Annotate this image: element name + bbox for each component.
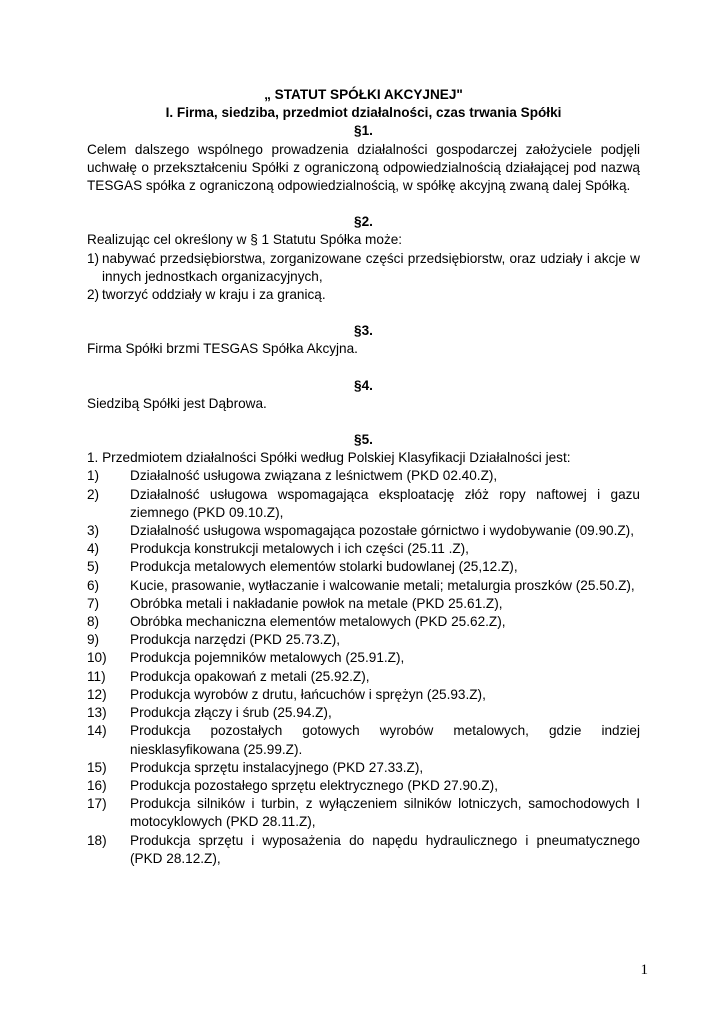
list-item	[87, 631, 640, 649]
list-item-number: 8)	[87, 614, 100, 630]
list-item	[87, 250, 640, 286]
spacer	[87, 413, 640, 431]
list-item-number: 13)	[87, 705, 107, 721]
list-item-number: 3)	[87, 523, 100, 539]
list-item	[87, 795, 640, 831]
list-item-number: 4)	[87, 541, 100, 557]
list-item-number: 5)	[87, 559, 100, 575]
list-item	[87, 759, 640, 777]
list-item-number: 11)	[87, 668, 106, 684]
list-item-number: 2)	[87, 486, 100, 502]
section-3-heading: §3.	[354, 323, 373, 339]
list-item-number: 17)	[87, 796, 107, 812]
list-item	[87, 286, 640, 304]
spacer	[87, 195, 640, 213]
list-item-text: Działalność usługowa wspomagająca eksploatację złóż ropy naftowej i gazu ziemnego (PKD 09.10.Z),	[130, 486, 640, 520]
list-item-number: 14)	[87, 723, 107, 739]
spacer	[87, 359, 640, 377]
document-body	[87, 86, 640, 868]
list-item-number: 10)	[87, 650, 107, 666]
list-item-text: Działalność usługowa związana z leśnictwem (PKD 02.40.Z),	[130, 468, 498, 484]
list-item-number: 18)	[87, 832, 107, 848]
list-item-text: Produkcja narzędzi (PKD 25.73.Z),	[130, 632, 341, 648]
list-item-text: Produkcja opakowań z metali (25.92.Z),	[130, 668, 370, 684]
section-1-heading: §1.	[354, 123, 373, 139]
list-item-text: Produkcja wyrobów z drutu, łańcuchów i sprężyn (25.93.Z),	[130, 686, 486, 702]
section-3-text: Firma Spółki brzmi TESGAS Spółka Akcyjna.	[87, 341, 358, 357]
list-item-number: 15)	[87, 759, 107, 775]
list-item	[87, 777, 640, 795]
section-2-heading: §2.	[354, 214, 373, 230]
list-item	[87, 722, 640, 758]
list-item-number: 1)	[87, 468, 100, 484]
list-item	[87, 613, 640, 631]
list-item	[87, 595, 640, 613]
list-item	[87, 486, 640, 522]
list-item-number: 2)	[87, 287, 100, 303]
list-item-number: 6)	[87, 577, 100, 593]
list-item	[87, 540, 640, 558]
section-5-heading: §5.	[354, 432, 373, 448]
list-item	[87, 522, 640, 540]
list-item-text: Produkcja złączy i śrub (25.94.Z),	[130, 705, 332, 721]
list-item-number: 7)	[87, 595, 100, 611]
list-item-text: Produkcja sprzętu instalacyjnego (PKD 27.33.Z),	[130, 759, 424, 775]
list-item-number: 9)	[87, 632, 100, 648]
list-item-text: Produkcja sprzętu i wyposażenia do napędu hydraulicznego i pneumatycznego (PKD 28.12.Z),	[130, 832, 640, 866]
list-item-text: Produkcja pozostałych gotowych wyrobów metalowych, gdzie indziej niesklasyfikowana (25.99.Z).	[130, 723, 640, 757]
list-item	[87, 704, 640, 722]
list-item-text: Kucie, prasowanie, wytłaczanie i walcowanie metali; metalurgia proszków (25.50.Z),	[130, 577, 635, 593]
chapter-heading: I. Firma, siedziba, przedmiot działalności, czas trwania Spółki	[165, 105, 562, 121]
list-item-text: tworzyć oddziały w kraju i za granicą.	[102, 287, 326, 303]
list-item-text: Obróbka metali i nakładanie powłok na metale (PKD 25.61.Z),	[130, 595, 503, 611]
list-item	[87, 558, 640, 576]
list-item-text: Produkcja metalowych elementów stolarki budowlanej (25,12.Z),	[130, 559, 518, 575]
pkd-activity-list	[87, 467, 640, 867]
list-item-number: 16)	[87, 777, 107, 793]
spacer	[87, 304, 640, 322]
list-item	[87, 686, 640, 704]
section-2-intro: Realizując cel określony w § 1 Statutu Spółka może:	[87, 232, 403, 248]
list-item	[87, 467, 640, 485]
list-item	[87, 832, 640, 868]
section-5-intro: 1. Przedmiotem działalności Spółki według Polskiej Klasyfikacji Działalności jest:	[87, 450, 571, 466]
list-item	[87, 577, 640, 595]
document-title: „ STATUT SPÓŁKI AKCYJNEJ"	[264, 87, 463, 102]
list-item-text: Produkcja pojemników metalowych (25.91.Z),	[130, 650, 405, 666]
list-item	[87, 668, 640, 686]
section-1-text: Celem dalszego wspólnego prowadzenia działalności gospodarczej założyciele podjęli uchwałę o przekształceniu Spółki z ograniczoną odpowiedzialnością działającej pod nazwą TESGAS spółka z ograniczoną odpowiedzialnością, w spółkę akcyjną zwaną dalej Spółką.	[87, 141, 640, 194]
list-item-text: nabywać przedsiębiorstwa, zorganizowane części przedsiębiorstw, oraz udziały i akcje w innych jednostkach organizacyjnych,	[102, 250, 640, 284]
list-item-number: 12)	[87, 686, 107, 702]
page-number: 1	[640, 962, 648, 978]
list-item-text: Obróbka mechaniczna elementów metalowych (PKD 25.62.Z),	[130, 614, 506, 630]
list-item-text: Produkcja konstrukcji metalowych i ich części (25.11 .Z),	[130, 541, 469, 557]
section-4-text: Siedzibą Spółki jest Dąbrowa.	[87, 395, 267, 411]
section-4-heading: §4.	[354, 377, 373, 393]
list-item-number: 1)	[87, 250, 100, 266]
list-item	[87, 649, 640, 667]
list-item-text: Produkcja silników i turbin, z wyłączeniem silników lotniczych, samochodowych I motocyklowych (PKD 28.11.Z),	[130, 796, 640, 830]
list-item-text: Produkcja pozostałego sprzętu elektrycznego (PKD 27.90.Z),	[130, 777, 498, 793]
list-item-text: Działalność usługowa wspomagająca pozostałe górnictwo i wydobywanie (09.90.Z),	[130, 523, 634, 539]
